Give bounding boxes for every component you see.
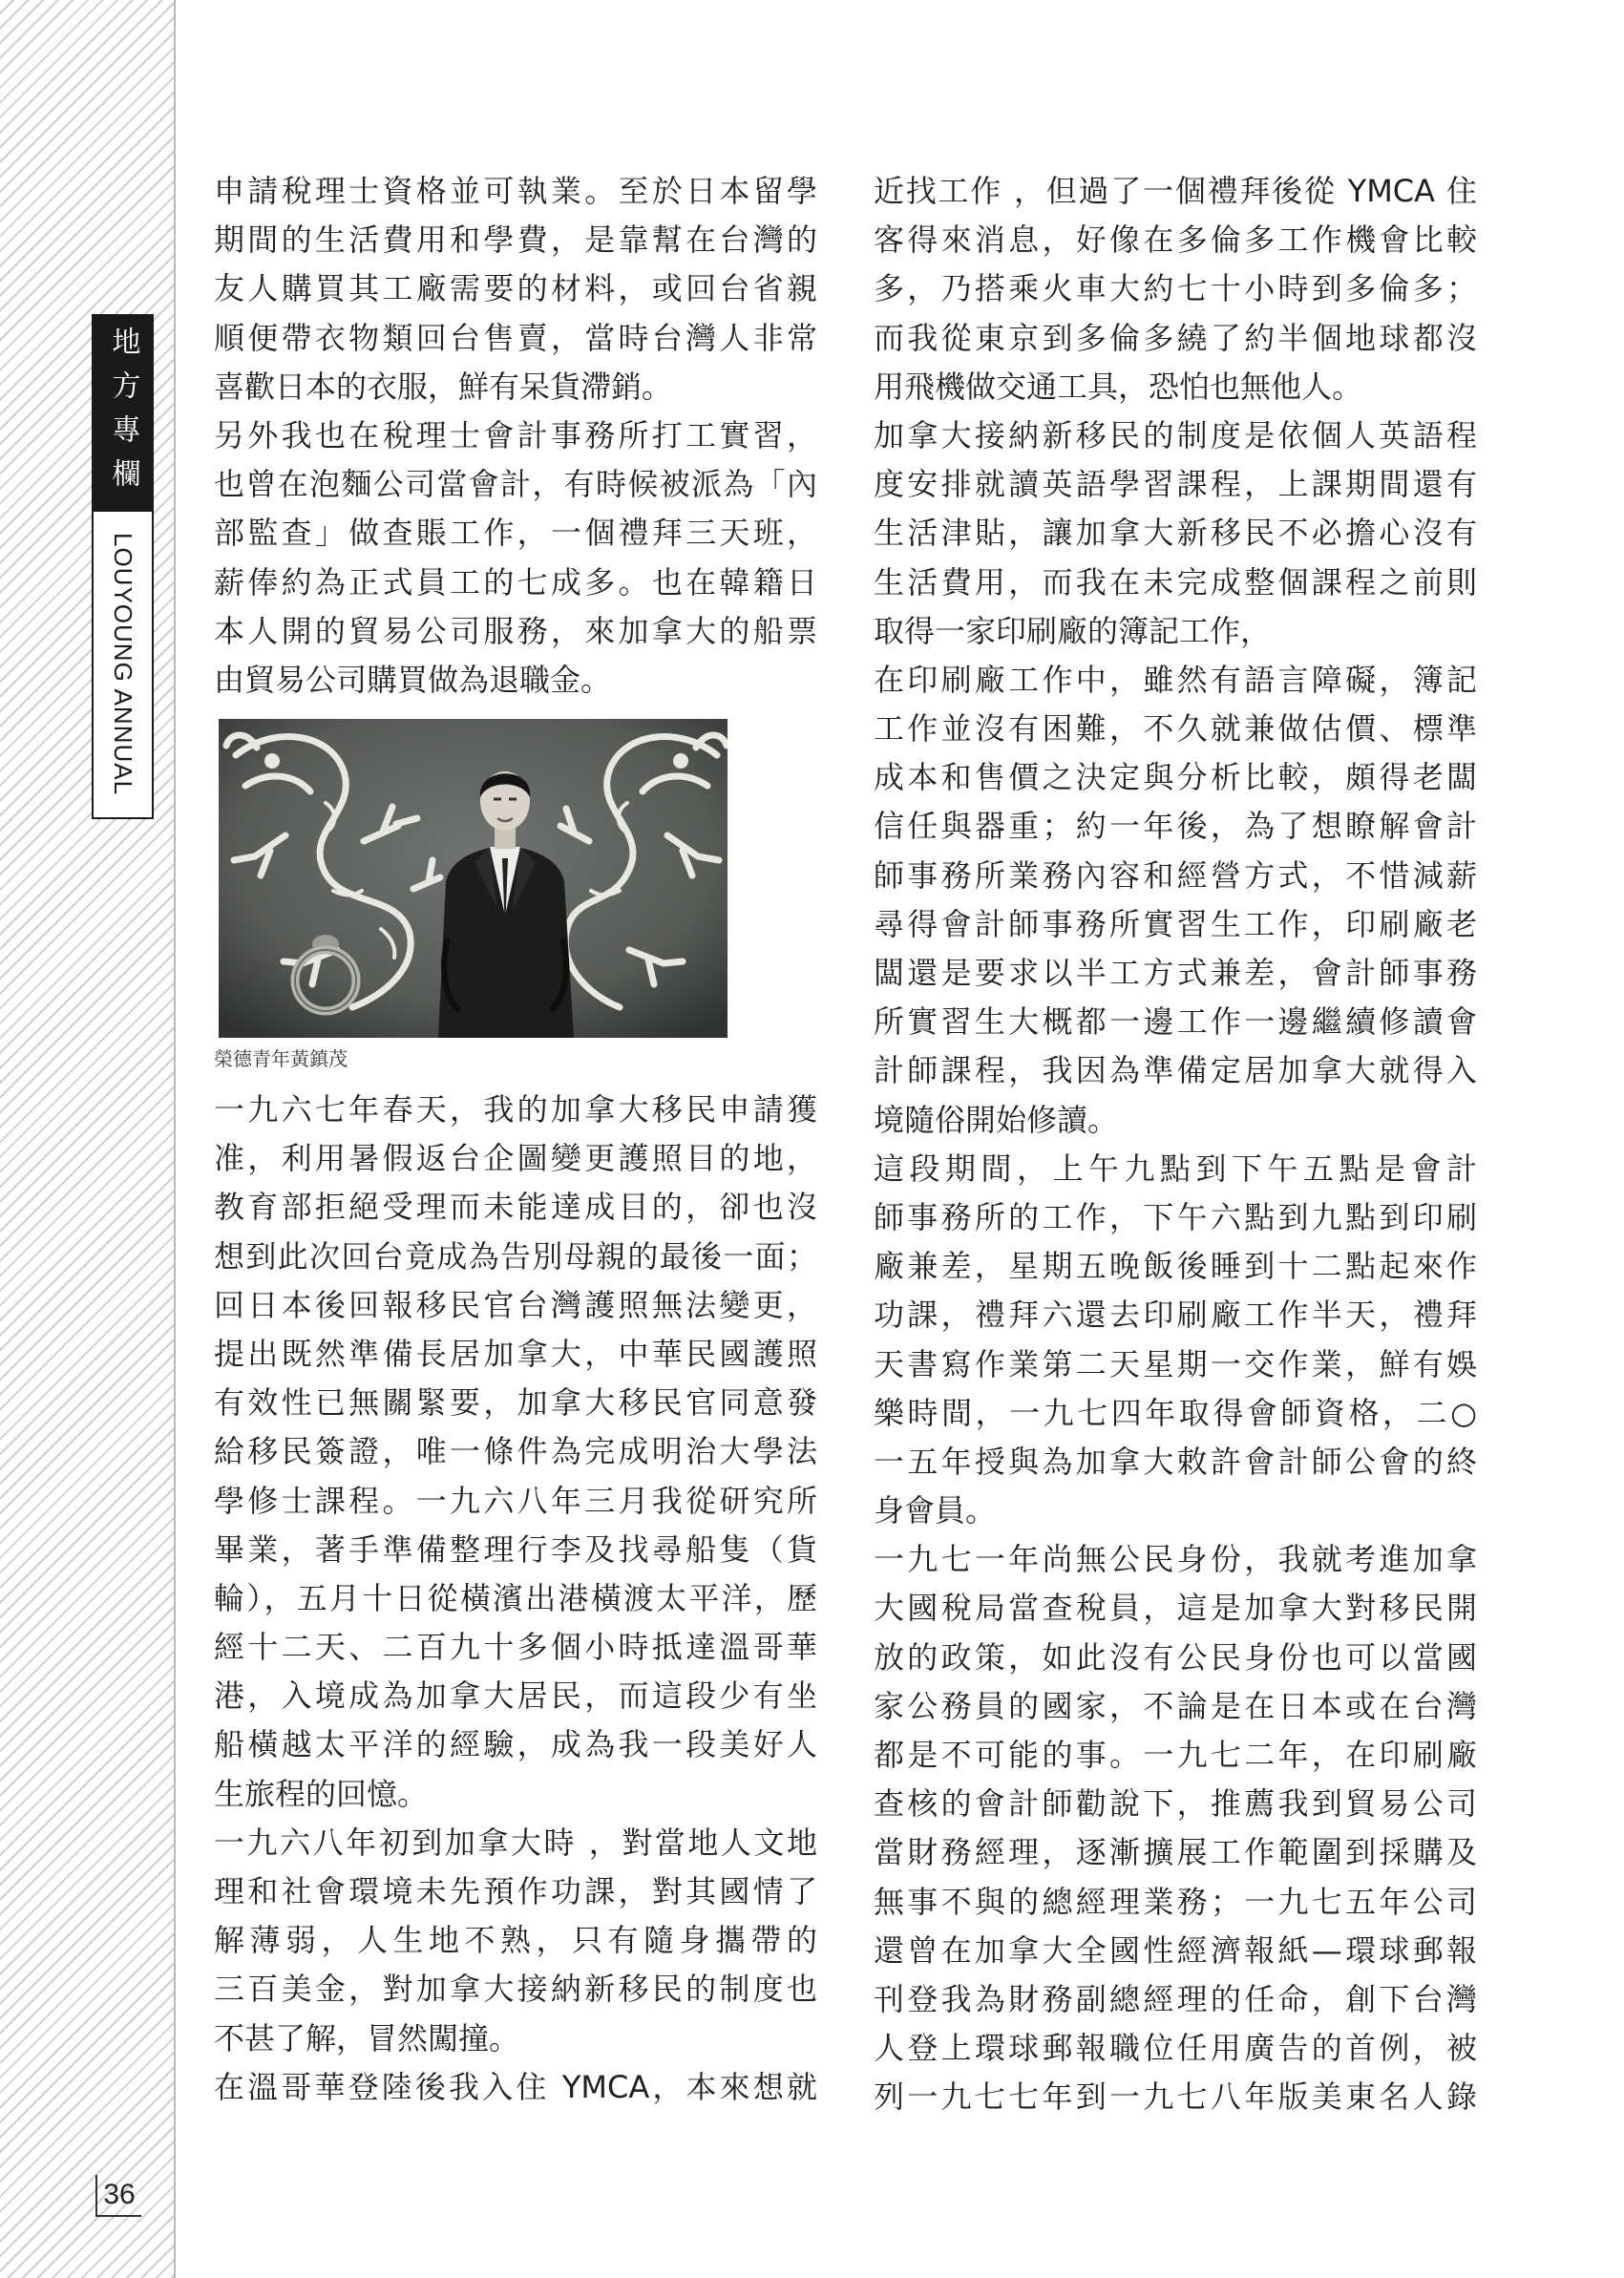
paragraph: [874, 1535, 1477, 2121]
paragraph: [874, 656, 1477, 1145]
text-line: 一九六八年初到加拿大時 ，對當地人文地: [214, 1824, 817, 1861]
text-line: 客得來消息，好像在多倫多工作機會比較: [874, 221, 1477, 259]
text-line: 學修士課程。一九六八年三月我從研究所: [214, 1482, 817, 1519]
section-label-box: [94, 316, 152, 512]
text-line: 畢業，著手準備整理行李及找尋船隻（貨: [214, 1530, 817, 1568]
text-line: 順便帶衣物類回台售賣，當時台灣人非常: [214, 319, 817, 356]
text-line: 天書寫作業第二天星期一交作業，鮮有娛: [874, 1345, 1477, 1382]
text-line: 人登上環球郵報職位任用廣告的首例，被: [874, 2030, 1477, 2067]
text-line: 師事務所的工作，下午六點到九點到印刷: [874, 1198, 1477, 1235]
text-line: 想到此次回台竟成為告別母親的最後一面；: [214, 1237, 817, 1275]
text-line: 都是不可能的事。一九七二年，在印刷廠: [874, 1737, 1477, 1773]
publication-label-box: [94, 512, 152, 817]
text-line: 由貿易公司購買做為退職金。: [214, 661, 612, 698]
text-line: 船橫越太平洋的經驗，成為我一段美好人: [214, 1726, 817, 1763]
text-line: 身會員。: [874, 1492, 997, 1529]
text-line: 所實習生大概都一邊工作一邊繼續修讀會: [874, 1003, 1477, 1041]
text-line: 多，乃搭乘火車大約七十小時到多倫多；: [874, 270, 1477, 307]
text-line: 而我從東京到多倫多繞了約半個地球都沒: [874, 319, 1477, 356]
text-line: 境隨俗開始修讀。: [874, 1101, 1119, 1138]
paragraph: [214, 2063, 817, 2112]
photo: [219, 719, 728, 1038]
paragraph: [214, 1086, 817, 1819]
text-line: 列一九七七年到一九七八年版美東名人錄: [874, 2078, 1477, 2116]
publication-name: LOUYOUNG ANNUAL: [109, 533, 137, 796]
text-line: 取得一家印刷廠的簿記工作，: [874, 612, 1272, 649]
text-line: 申請稅理士資格並可執業。至於日本留學: [214, 173, 817, 209]
text-line: 教育部拒絕受理而未能達成目的，卻也沒: [214, 1189, 817, 1226]
text-line: 加拿大接納新移民的制度是依個人英語程: [874, 416, 1477, 453]
photo-image: [219, 719, 728, 1038]
paragraph: [214, 167, 817, 411]
text-line: 近找工作 ，但過了一個禮拜後從 YMCA 住: [874, 173, 1477, 209]
text-line: 信任與器重；約一年後，為了想瞭解會計: [874, 808, 1477, 845]
text-line: 給移民簽證，唯一條件為完成明治大學法: [214, 1433, 817, 1470]
text-line: 尋得會計師事務所實習生工作，印刷廠老: [874, 905, 1477, 942]
text-line: 用飛機做交通工具，恐怕也無他人。: [874, 368, 1363, 405]
text-line: 輪），五月十日從橫濱出港橫渡太平洋，歷: [214, 1579, 817, 1616]
text-line: 三百美金，對加拿大接納新移民的制度也: [214, 1971, 817, 2008]
text-line: 提出既然準備長居加拿大，中華民國護照: [214, 1335, 817, 1372]
text-line: 無事不與的總經理業務；一九七五年公司: [874, 1883, 1477, 1920]
text-line: 查核的會計師勸說下，推薦我到貿易公司: [874, 1785, 1477, 1823]
text-line: 經十二天、二百九十多個小時抵達溫哥華: [214, 1629, 817, 1666]
text-line: 也曾在泡麵公司當會計，有時候被派為「內: [214, 466, 817, 503]
text-line: 期間的生活費用和學費，是靠幫在台灣的: [214, 221, 817, 259]
text-line: 功課，禮拜六還去印刷廠工作半天，禮拜: [874, 1297, 1477, 1334]
text-line: 生旅程的回憶。: [214, 1775, 429, 1812]
text-line: 刊登我為財務副總經理的任命，創下台灣: [874, 1980, 1477, 2017]
text-line: 在印刷廠工作中，雖然有語言障礙，簿記: [874, 661, 1477, 698]
page-number: 36: [95, 2175, 141, 2217]
text-line: 港，入境成為加拿大居民，而這段少有坐: [214, 1677, 817, 1715]
text-line: 師事務所業務內容和經營方式，不惜減薪: [874, 856, 1477, 894]
text-line: 闆還是要求以半工方式兼差，會計師事務: [874, 955, 1477, 991]
text-line: 解薄弱，人生地不熟，只有隨身攜帶的: [214, 1922, 817, 1959]
text-line: 薪俸約為正式員工的七成多。也在韓籍日: [214, 563, 817, 601]
text-line: 這段期間，上午九點到下午五點是會計: [874, 1150, 1477, 1187]
text-line: 一九六七年春天，我的加拿大移民申請獲: [214, 1091, 817, 1128]
paragraph: [874, 411, 1477, 656]
text-line: 放的政策，如此沒有公民身份也可以當國: [874, 1638, 1477, 1676]
text-line: 回日本後回報移民官台灣護照無法變更，: [214, 1286, 817, 1323]
text-line: 還曾在加拿大全國性經濟報紙—環球郵報: [874, 1931, 1477, 1969]
text-line: 計師課程，我因為準備定居加拿大就得入: [874, 1052, 1477, 1089]
paragraph: [214, 411, 817, 705]
right-column: [874, 167, 1477, 2122]
left-column-bottom: [214, 1086, 817, 2112]
section-label: 地方專欄: [106, 326, 140, 502]
text-line: 生活津貼，讓加拿大新移民不必擔心沒有: [874, 515, 1477, 552]
text-line: 廠兼差，星期五晚飯後睡到十二點起來作: [874, 1248, 1477, 1285]
text-line: 喜歡日本的衣服，鮮有呆貨滯銷。: [214, 368, 673, 405]
text-line: 有效性已無關緊要，加拿大移民官同意發: [214, 1384, 817, 1422]
text-line: 另外我也在稅理士會計事務所打工實習，: [214, 416, 817, 453]
left-column-top: [214, 167, 817, 705]
text-line: 家公務員的國家，不論是在日本或在台灣: [874, 1687, 1477, 1724]
text-line: 生活費用，而我在未完成整個課程之前則: [874, 563, 1477, 601]
text-line: 當財務經理，逐漸擴展工作範圍到採購及: [874, 1834, 1477, 1871]
paragraph: [214, 1819, 817, 2063]
text-line: 不甚了解，冒然闖撞。: [214, 2019, 520, 2057]
text-line: 友人購買其工廠需要的材料，或回台省親: [214, 270, 817, 307]
text-line: 在溫哥華登陸後我入住 YMCA，本來想就: [214, 2068, 817, 2105]
text-line: 一九七一年尚無公民身份，我就考進加拿: [874, 1541, 1477, 1578]
paragraph: [874, 1145, 1477, 1536]
section-tab: [92, 314, 154, 819]
text-line: 成本和售價之決定與分析比較，頗得老闆: [874, 759, 1477, 796]
text-line: 樂時間，一九七四年取得會師資格，二○: [874, 1394, 1477, 1431]
text-line: 准，利用暑假返台企圖變更護照目的地，: [214, 1140, 817, 1177]
text-line: 部監查」做查賬工作，一個禮拜三天班，: [214, 515, 817, 552]
text-line: 一五年授與為加拿大敕許會計師公會的終: [874, 1443, 1477, 1480]
photo-caption: 榮德青年黃鎮茂: [214, 1047, 348, 1070]
text-line: 本人開的貿易公司服務，來加拿大的船票: [214, 612, 817, 649]
text-line: 度安排就讀英語學習課程，上課期間還有: [874, 466, 1477, 503]
text-line: 工作並沒有困難，不久就兼做估價、標準: [874, 710, 1477, 748]
text-line: 大國稅局當查稅員，這是加拿大對移民開: [874, 1590, 1477, 1627]
text-line: 理和社會環境未先預作功課，對其國情了: [214, 1873, 817, 1909]
paragraph: [874, 167, 1477, 411]
